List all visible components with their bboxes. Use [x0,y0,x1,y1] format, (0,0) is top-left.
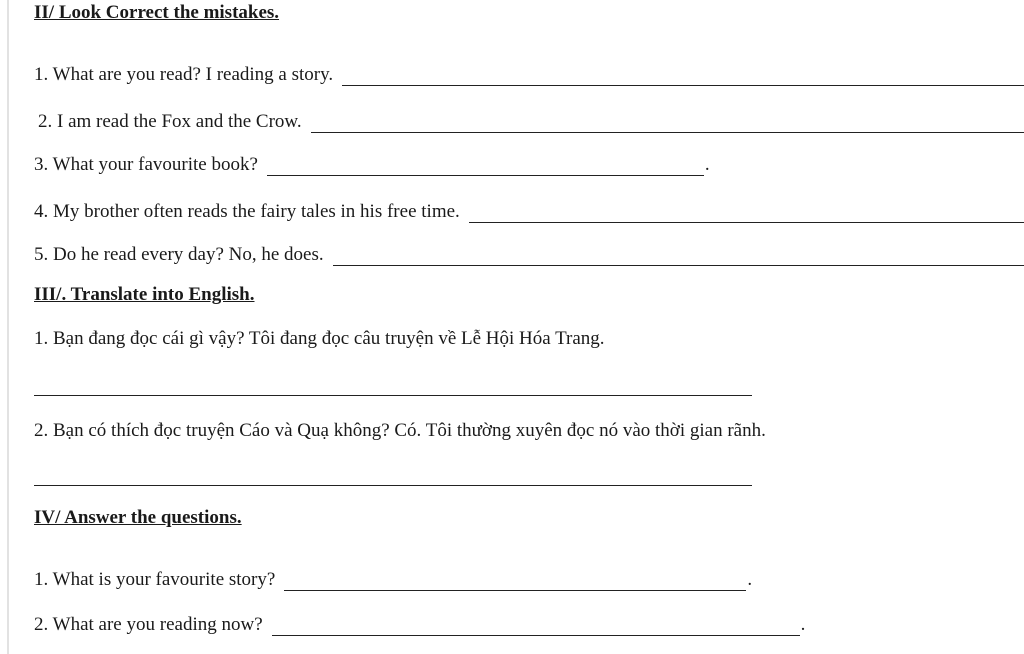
period: . [704,154,710,175]
question-text: 2. What are you reading now? [34,614,263,635]
section-3-heading: III/. Translate into English. [34,284,255,305]
question-text: 3. What your favourite book? [34,154,258,175]
correction-item-2 [38,107,1024,133]
question-text: 5. Do he read every day? No, he does. [34,244,324,265]
answer-blank[interactable] [267,174,704,176]
answer-blank[interactable] [342,84,1024,86]
answer-blank[interactable] [311,131,1024,133]
page-edge [7,0,9,654]
translate-answer-line-1[interactable] [34,395,752,396]
answer-blank[interactable] [272,634,800,636]
answer-blank[interactable] [333,264,1024,266]
answer-blank[interactable] [284,589,746,591]
translate-item-1: 1. Bạn đang đọc cái gì vậy? Tôi đang đọc câu truyện về Lễ Hội Hóa Trang. [34,328,605,349]
translate-item-2: 2. Bạn có thích đọc truyện Cáo và Quạ không? Có. Tôi thường xuyên đọc nó vào thời gian rãnh. [34,420,766,441]
question-text: 2. I am read the Fox and the Crow. [38,111,302,132]
answer-question-1 [34,565,1024,591]
question-text: 1. What are you read? I reading a story. [34,64,334,85]
period: . [800,614,806,635]
correction-item-1 [34,60,1024,86]
correction-item-4 [34,197,1024,223]
correction-item-5 [34,240,1024,266]
translate-answer-line-2[interactable] [34,485,752,486]
correction-item-3 [34,150,1024,176]
question-text: 4. My brother often reads the fairy tales in his free time. [34,201,460,222]
answer-question-2 [34,610,1024,636]
question-text: 1. What is your favourite story? [34,569,276,590]
section-2-heading: II/ Look Correct the mistakes. [34,2,280,23]
section-4-heading: IV/ Answer the questions. [34,507,242,528]
answer-blank[interactable] [469,221,1024,223]
period: . [747,569,753,590]
